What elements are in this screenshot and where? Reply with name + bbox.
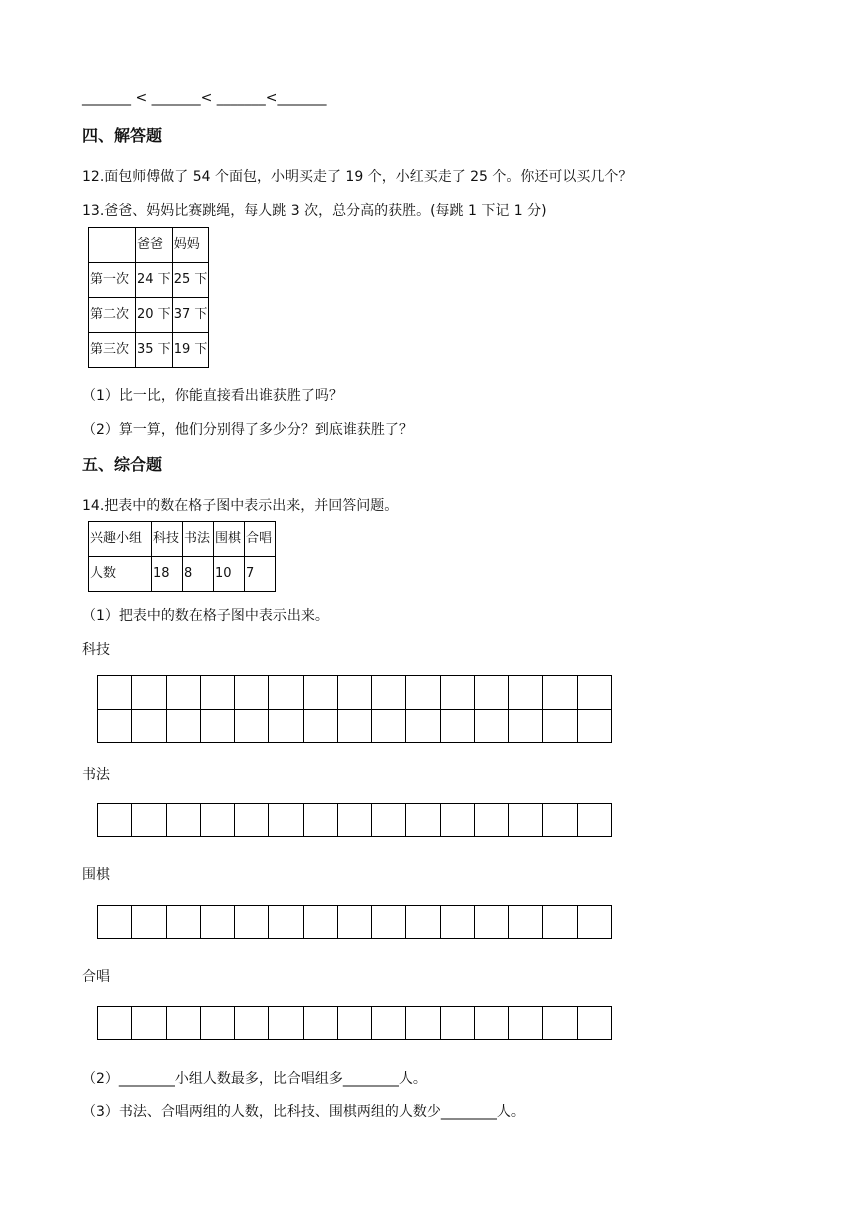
table-cell: 18: [152, 557, 183, 592]
grid-science: [97, 675, 612, 743]
grid-cell: [405, 709, 439, 743]
grid-cell: [440, 1006, 474, 1040]
question-13: 13.爸爸、妈妈比赛跳绳，每人跳 3 次，总分高的获胜。(每跳 1 下记 1 分): [82, 203, 547, 219]
grid-cell: [131, 803, 165, 837]
grid-cell: [508, 905, 542, 939]
table-cell: 第一次: [89, 263, 136, 298]
grid-cell: [440, 905, 474, 939]
table-cell: 科技: [152, 522, 183, 557]
grid-cell: [405, 1006, 439, 1040]
grid-cell: [577, 905, 612, 939]
grid-cell: [200, 803, 234, 837]
grid-cell: [131, 1006, 165, 1040]
grid-label-chorus: 合唱: [82, 969, 110, 985]
table-cell: 爸爸: [136, 228, 173, 263]
table-cell: 兴趣小组: [89, 522, 152, 557]
table-row: [89, 557, 276, 592]
table-cell: 35 下: [136, 333, 173, 368]
grid-row: [97, 905, 612, 939]
grid-cell: [371, 675, 405, 709]
section-5-heading: 五、综合题: [82, 455, 163, 474]
grid-cell: [405, 675, 439, 709]
grid-cell: [166, 803, 200, 837]
jump-rope-table: [88, 227, 209, 368]
table-cell: 书法: [183, 522, 214, 557]
table-cell: 合唱: [245, 522, 276, 557]
question-13-part-1: （1）比一比，你能直接看出谁获胜了吗？: [82, 388, 343, 404]
question-14-part-3: （3）书法、合唱两组的人数，比科技、围棋两组的人数少________人。: [82, 1104, 525, 1120]
table-cell: 第三次: [89, 333, 136, 368]
grid-cell: [200, 905, 234, 939]
grid-cell: [508, 675, 542, 709]
grid-cell: [303, 675, 337, 709]
grid-cell: [542, 905, 576, 939]
grid-cell: [508, 1006, 542, 1040]
table-cell: 37 下: [172, 298, 209, 333]
grid-cell: [166, 709, 200, 743]
table-cell: [89, 228, 136, 263]
grid-cell: [97, 803, 131, 837]
grid-cell: [234, 803, 268, 837]
grid-cell: [337, 675, 371, 709]
grid-cell: [405, 803, 439, 837]
grid-cell: [542, 1006, 576, 1040]
grid-calligraphy: [97, 803, 612, 837]
grid-row: [97, 675, 612, 709]
section-4-heading: 四、解答题: [82, 126, 163, 145]
question-13-part-2: （2）算一算，他们分别得了多少分？到底谁获胜了？: [82, 422, 413, 438]
table-cell: 7: [245, 557, 276, 592]
grid-cell: [303, 905, 337, 939]
grid-label-science: 科技: [82, 642, 110, 658]
grid-cell: [542, 675, 576, 709]
grid-cell: [405, 905, 439, 939]
grid-cell: [166, 675, 200, 709]
table-row: [89, 522, 276, 557]
interest-group-table: [88, 521, 276, 592]
grid-cell: [508, 803, 542, 837]
grid-cell: [474, 675, 508, 709]
grid-cell: [371, 709, 405, 743]
grid-cell: [131, 675, 165, 709]
table-cell: 围棋: [214, 522, 245, 557]
grid-row: [97, 803, 612, 837]
grid-cell: [268, 1006, 302, 1040]
grid-cell: [440, 675, 474, 709]
table-row: [89, 298, 209, 333]
question-14-part-2: （2）________小组人数最多，比合唱组多________人。: [82, 1071, 427, 1087]
grid-cell: [542, 803, 576, 837]
grid-cell: [508, 709, 542, 743]
grid-row: [97, 709, 612, 743]
table-cell: 10: [214, 557, 245, 592]
grid-go: [97, 905, 612, 939]
table-row: [89, 333, 209, 368]
grid-chorus: [97, 1006, 612, 1040]
grid-cell: [234, 709, 268, 743]
table-cell: 第二次: [89, 298, 136, 333]
grid-row: [97, 1006, 612, 1040]
grid-cell: [97, 905, 131, 939]
grid-cell: [337, 709, 371, 743]
grid-cell: [268, 675, 302, 709]
grid-label-calligraphy: 书法: [82, 767, 110, 783]
grid-cell: [371, 1006, 405, 1040]
table-cell: 20 下: [136, 298, 173, 333]
grid-cell: [166, 1006, 200, 1040]
table-cell: 25 下: [172, 263, 209, 298]
grid-cell: [337, 803, 371, 837]
grid-cell: [234, 905, 268, 939]
table-cell: 24 下: [136, 263, 173, 298]
question-12: 12.面包师傅做了 54 个面包，小明买走了 19 个，小红买走了 25 个。你还可以买几个？: [82, 169, 633, 185]
grid-cell: [474, 803, 508, 837]
grid-cell: [131, 905, 165, 939]
grid-cell: [200, 709, 234, 743]
grid-cell: [166, 905, 200, 939]
question-14-part-1: （1）把表中的数在格子图中表示出来。: [82, 608, 329, 624]
grid-cell: [440, 709, 474, 743]
grid-cell: [337, 1006, 371, 1040]
comparison-blanks: _______ < _______< _______<_______: [82, 90, 327, 106]
grid-cell: [97, 709, 131, 743]
grid-cell: [474, 1006, 508, 1040]
grid-cell: [577, 803, 612, 837]
grid-cell: [200, 1006, 234, 1040]
grid-cell: [268, 905, 302, 939]
question-14: 14.把表中的数在格子图中表示出来，并回答问题。: [82, 498, 399, 514]
grid-cell: [474, 709, 508, 743]
grid-cell: [474, 905, 508, 939]
table-cell: 人数: [89, 557, 152, 592]
table-cell: 妈妈: [172, 228, 209, 263]
grid-cell: [337, 905, 371, 939]
table-cell: 8: [183, 557, 214, 592]
grid-cell: [97, 675, 131, 709]
grid-cell: [371, 803, 405, 837]
grid-cell: [131, 709, 165, 743]
grid-cell: [234, 1006, 268, 1040]
grid-cell: [268, 803, 302, 837]
grid-cell: [303, 803, 337, 837]
grid-cell: [577, 675, 612, 709]
grid-cell: [303, 709, 337, 743]
table-row: [89, 263, 209, 298]
grid-cell: [440, 803, 474, 837]
grid-cell: [577, 1006, 612, 1040]
grid-cell: [234, 675, 268, 709]
grid-label-go: 围棋: [82, 867, 110, 883]
grid-cell: [97, 1006, 131, 1040]
grid-cell: [268, 709, 302, 743]
grid-cell: [371, 905, 405, 939]
grid-cell: [577, 709, 612, 743]
grid-cell: [200, 675, 234, 709]
table-row: [89, 228, 209, 263]
grid-cell: [542, 709, 576, 743]
grid-cell: [303, 1006, 337, 1040]
table-cell: 19 下: [172, 333, 209, 368]
